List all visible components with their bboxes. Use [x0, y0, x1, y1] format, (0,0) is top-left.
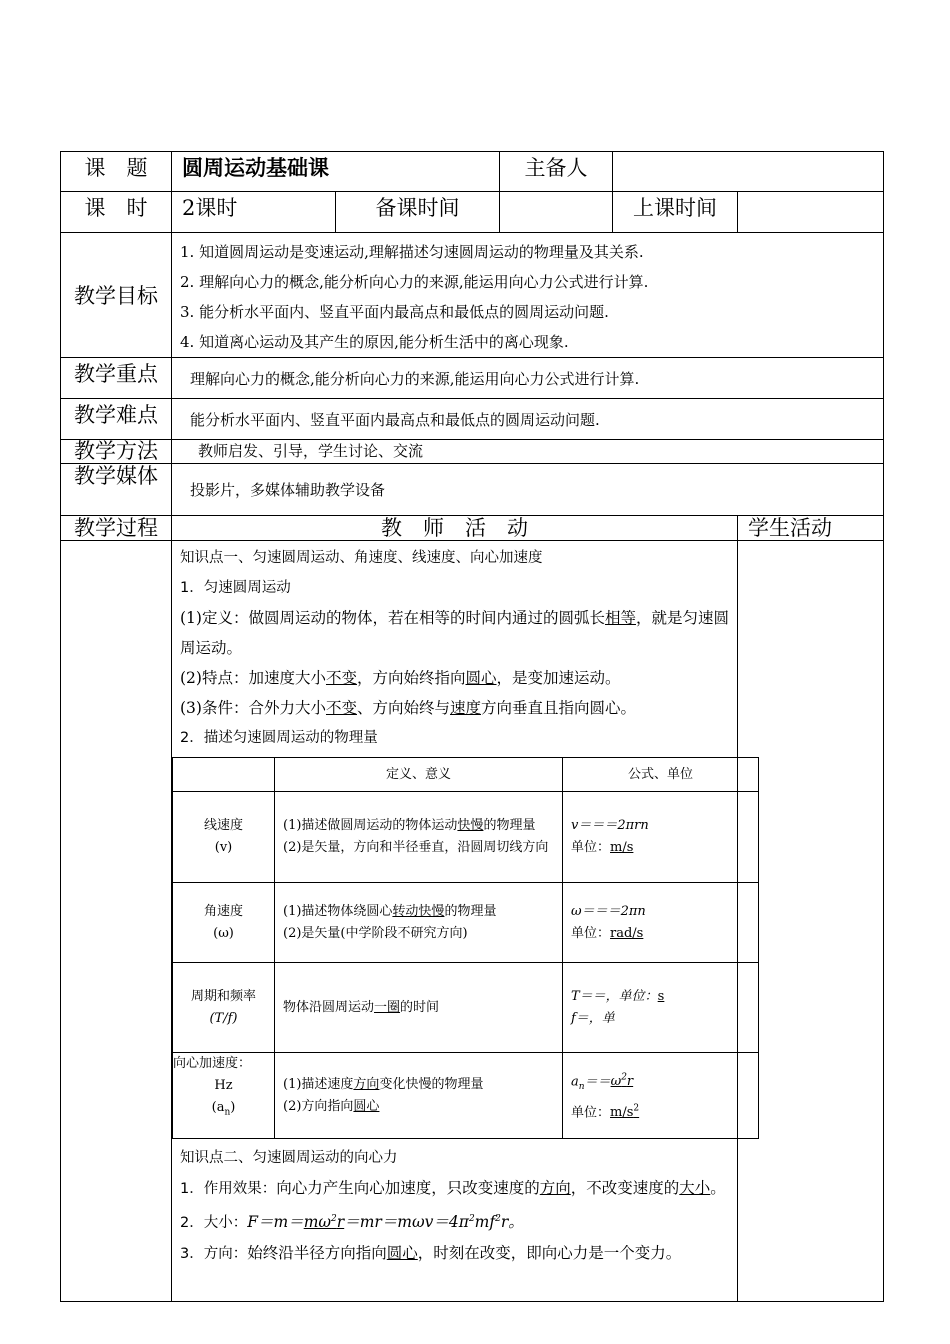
period-frequency-name: 周期和频率 (T/f) [173, 963, 275, 1053]
angular-velocity-name: 角速度 (ω) [173, 883, 275, 963]
prep-time-value [500, 192, 613, 233]
angular-velocity-formula: ω＝＝＝2πn 单位：rad/s [563, 883, 759, 963]
centripetal-acc-name: 向心加速度： Hz $(a_n)$ [173, 1053, 275, 1139]
period-frequency-formula: T＝＝，单位：s f＝，单 [563, 963, 759, 1053]
objective-item: 1. 知道圆周运动是变速运动,理解描述匀速圆周运动的物理量及其关系. [180, 243, 644, 261]
definition-text: (1)定义：做圆周运动的物体，若在相等的时间内通过的圆弧长相等，就是匀速圆周运动。 [180, 609, 729, 657]
media-label: 教学媒体 [61, 464, 172, 516]
prep-time-label: 备课时间 [336, 192, 500, 233]
teacher-activity-label: 教 师 活 动 [172, 516, 738, 541]
media-value: 投影片，多媒体辅助教学设备 [172, 464, 884, 516]
s1-title: 1．匀速圆周运动 [180, 580, 291, 596]
magnitude-text: 2．大小：$F=m=m\omega^2r=mr=m\omega v=4\pi^2mf^2r$。 [180, 1213, 524, 1232]
methods-value: 教师启发、引导，学生讨论、交流 [172, 440, 884, 464]
process-label: 教学过程 [61, 516, 172, 541]
process-empty-cell [61, 541, 172, 1302]
angular-velocity-definition: (1)描述物体绕圆心转动快慢的物理量 (2)是矢量(中学阶段不研究方向) [275, 883, 563, 963]
kp1-title: 知识点一、匀速圆周运动、角速度、线速度、向心加速度 [180, 550, 543, 566]
linear-velocity-name: 线速度 (v) [173, 792, 275, 883]
methods-label: 教学方法 [61, 440, 172, 464]
objectives-label: 教学目标 [61, 233, 172, 358]
s2-title: 2．描述匀速圆周运动的物理量 [180, 730, 378, 746]
class-time-label: 上课时间 [613, 192, 738, 233]
hours-label: 课 时 [61, 192, 172, 233]
objectives-list [172, 233, 884, 358]
kp2-title: 知识点二、匀速圆周运动的向心力 [180, 1150, 398, 1166]
hours-value: 2课时 [172, 192, 336, 233]
preparer-label: 主备人 [500, 152, 613, 192]
quantities-corner-cell [173, 758, 275, 792]
feature-text: (2)特点：加速度大小不变，方向始终指向圆心，是变加速运动。 [180, 669, 621, 687]
topic-value: 圆周运动基础课 [172, 152, 500, 192]
difficulties-value: 能分析水平面内、竖直平面内最高点和最低点的圆周运动问题. [172, 399, 884, 440]
centripetal-acc-formula: $a_n==\omega^2r$ 单位：$m/s^2$ [563, 1053, 759, 1139]
preparer-value [613, 152, 884, 192]
objective-item: 4. 知道离心运动及其产生的原因,能分析生活中的离心现象. [180, 333, 569, 351]
effect-text: 1．作用效果：向心力产生向心加速度，只改变速度的方向，不改变速度的大小。 [180, 1179, 726, 1197]
student-activity-label: 学生活动 [738, 516, 884, 541]
direction-text: 3．方向：始终沿半径方向指向圆心，时刻在改变，即向心力是一个变力。 [180, 1244, 682, 1263]
lesson-plan-table [60, 151, 884, 1302]
col-formula-header: 公式、单位 [563, 758, 759, 792]
centripetal-acc-definition: (1)描述速度方向变化快慢的物理量 (2)方向指向圆心 [275, 1053, 563, 1139]
student-activity-content [738, 541, 884, 1302]
linear-velocity-definition: (1)描述做圆周运动的物体运动快慢的物理量 (2)是矢量，方向和半径垂直，沿圆周切线方向 [275, 792, 563, 883]
key-points-label: 教学重点 [61, 358, 172, 399]
period-frequency-definition: 物体沿圆周运动一圈的时间 [275, 963, 563, 1053]
col-definition-header: 定义、意义 [275, 758, 563, 792]
objective-item: 3. 能分析水平面内、竖直平面内最高点和最低点的圆周运动问题. [180, 303, 609, 321]
topic-label: 课 题 [61, 152, 172, 192]
class-time-value [738, 192, 884, 233]
objective-item: 2. 理解向心力的概念,能分析向心力的来源,能运用向心力公式进行计算. [180, 273, 649, 291]
condition-text: (3)条件：合外力大小不变、方向始终与速度方向垂直且指向圆心。 [180, 699, 637, 717]
linear-velocity-formula: v＝＝＝2πrn 单位：m/s [563, 792, 759, 883]
difficulties-label: 教学难点 [61, 399, 172, 440]
key-points-value: 理解向心力的概念,能分析向心力的来源,能运用向心力公式进行计算. [172, 358, 884, 399]
quantities-table [172, 757, 759, 1139]
teacher-activity-content [172, 541, 738, 1302]
